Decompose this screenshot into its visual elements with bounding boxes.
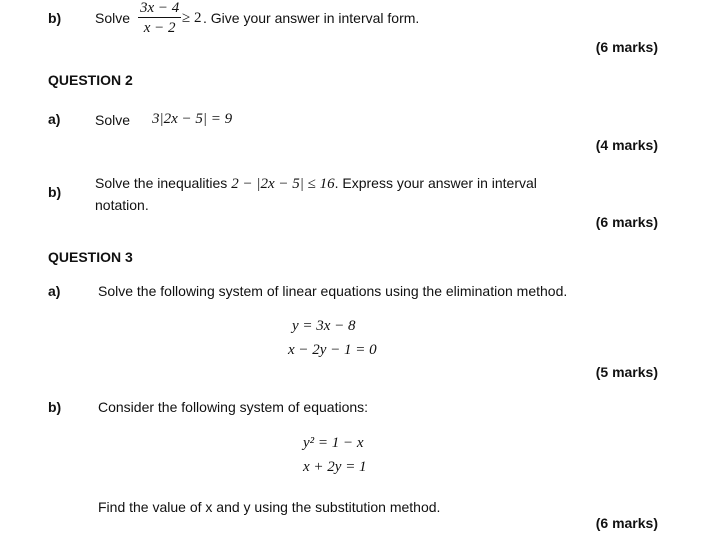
q3b-find-text: Find the value of x and y using the substitution method.: [98, 499, 441, 515]
q1b-marks: (6 marks): [595, 39, 658, 55]
q3b-equation-2: x + 2y = 1: [303, 459, 367, 475]
q3a-equation-2: x − 2y − 1 = 0: [288, 342, 377, 358]
q2a-expression: 3|2x − 5| = 9: [152, 111, 233, 127]
fraction-denominator: x − 2: [143, 20, 176, 36]
q3a-marks: (5 marks): [595, 364, 658, 380]
q2b-label: b): [48, 184, 62, 200]
q2b-text-1: Solve the inequalities: [95, 175, 228, 191]
q2a-solve: Solve: [95, 112, 131, 128]
q3b-marks: (6 marks): [595, 515, 658, 531]
q3a-equation-1: y = 3x − 8: [292, 318, 356, 334]
question-3-title: QUESTION 3: [48, 249, 133, 265]
q1b-label: b): [48, 10, 62, 26]
q1b-text: . Give your answer in interval form.: [203, 10, 420, 26]
q1b-relation: ≥ 2: [182, 10, 202, 26]
q3a-text: Solve the following system of linear equations using the elimination method.: [98, 283, 568, 299]
q3b-text: Consider the following system of equations:: [98, 399, 369, 415]
fraction-numerator: 3x − 4: [140, 0, 180, 16]
q3a-label: a): [48, 283, 61, 299]
q3b-equation-1: y² = 1 − x: [303, 435, 364, 451]
q2a-marks: (4 marks): [595, 137, 658, 153]
q1b-fraction: [138, 0, 181, 36]
q2b-text: [95, 175, 537, 192]
q1b-solve: Solve: [95, 10, 131, 26]
q3b-label: b): [48, 399, 62, 415]
q2b-text-3: notation.: [95, 197, 149, 213]
q2b-marks: (6 marks): [595, 214, 658, 230]
q2b-expression: 2 − |2x − 5| ≤ 16: [231, 176, 335, 192]
q2a-label: a): [48, 111, 61, 127]
q2b-text-2: . Express your answer in interval: [334, 175, 537, 191]
question-2-title: QUESTION 2: [48, 72, 133, 88]
